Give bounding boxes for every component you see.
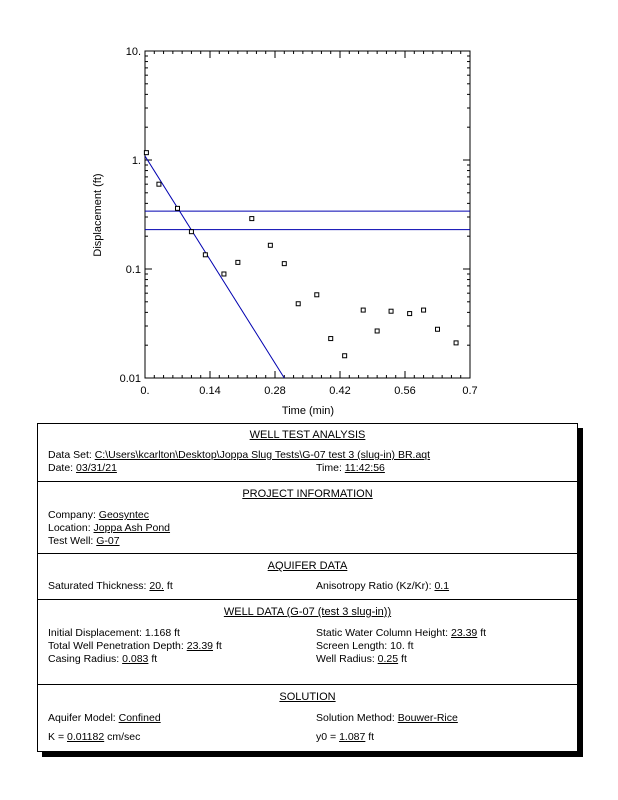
k-value: 0.01182 [67, 731, 105, 743]
location-label: Location: [48, 522, 91, 534]
company-label: Company: [48, 509, 96, 521]
k-unit: cm/sec [107, 731, 141, 743]
well-data-section [38, 599, 577, 685]
data-point [454, 341, 458, 345]
initial-displacement-label: Initial Displacement: [48, 627, 142, 639]
aquifer-model-label: Aquifer Model: [48, 712, 116, 724]
x-axis-label: Time (min) [281, 405, 335, 417]
time-label: Time: [316, 462, 342, 474]
y0-value: 1.087 [339, 731, 366, 743]
screen-length-label: Screen Length: [316, 640, 388, 652]
casing-radius-value: 0.083 [122, 653, 149, 665]
date-label: Date: [48, 462, 74, 474]
y-tick-label: 1. [131, 155, 141, 167]
data-point [250, 217, 254, 221]
saturated-thickness-value: 20. [149, 580, 164, 592]
y-tick-label: 10. [125, 46, 141, 58]
data-point [408, 312, 412, 316]
y-tick-label: 0.1 [125, 264, 141, 276]
test-well-label: Test Well: [48, 535, 94, 547]
data-point [315, 293, 319, 297]
test-well-value: G-07 [96, 535, 120, 547]
anisotropy-ratio-label: Anisotropy Ratio (Kz/Kr): [316, 580, 432, 592]
k-equals: = [57, 731, 65, 743]
data-point [222, 272, 226, 276]
aquifer-data-title: AQUIFER DATA [267, 560, 348, 572]
data-point [157, 182, 161, 186]
project-information-section [38, 481, 577, 554]
x-tick-label: 0.28 [264, 385, 286, 397]
data-point [343, 354, 347, 358]
y0-unit: ft [368, 731, 375, 743]
saturated-thickness-unit: ft [166, 580, 173, 592]
fit-line [145, 156, 284, 378]
penetration-depth-label: Total Well Penetration Depth: [48, 640, 184, 652]
data-point [389, 309, 393, 313]
data-point [296, 302, 300, 306]
data-set-label: Data Set: [48, 449, 92, 461]
data-point [236, 260, 240, 264]
data-point [268, 243, 272, 247]
data-set-value: C:\Users\kcarlton\Desktop\Joppa Slug Tests\G-07 test 3 (slug-in) BR.aqt [94, 449, 431, 461]
y-tick-label: 0.01 [119, 373, 141, 385]
well-test-analysis-title: WELL TEST ANALYSIS [249, 429, 366, 441]
screen-length-value: 10. ft [390, 640, 414, 652]
data-point [329, 337, 333, 341]
initial-displacement-value: 1.168 ft [144, 627, 180, 639]
casing-radius-label: Casing Radius: [48, 653, 120, 665]
static-water-column-unit: ft [480, 627, 487, 639]
company-value: Geosyntec [98, 509, 149, 521]
aquifer-model-value: Confined [118, 712, 161, 724]
penetration-depth-value: 23.39 [186, 640, 214, 652]
penetration-depth-unit: ft [215, 640, 222, 652]
k-label: K [48, 731, 56, 743]
data-point [189, 230, 193, 234]
well-radius-unit: ft [401, 653, 407, 665]
aquifer-data-section [38, 553, 577, 600]
time-value: 11:42:56 [344, 462, 385, 474]
data-point [422, 308, 426, 312]
x-tick-label: 0. [140, 385, 150, 397]
well-radius-label: Well Radius: [316, 653, 375, 665]
solution-method-label: Solution Method: [316, 712, 395, 724]
data-point [282, 262, 286, 266]
location-value: Joppa Ash Pond [93, 522, 171, 534]
data-point [203, 253, 207, 257]
report-panel [37, 423, 578, 752]
well-data-title: WELL DATA (G-07 (test 3 slug-in)) [223, 606, 392, 618]
data-point [436, 327, 440, 331]
x-tick-label: 0.14 [199, 385, 221, 397]
static-water-column-label: Static Water Column Height: [316, 627, 449, 639]
well-radius-value: 0.25 [377, 653, 399, 665]
data-point [144, 151, 148, 155]
y0-label: y0 = [316, 731, 337, 743]
x-tick-label: 0.42 [329, 385, 351, 397]
x-tick-label: 0.7 [462, 385, 478, 397]
project-information-title: PROJECT INFORMATION [242, 488, 373, 500]
data-point [361, 308, 365, 312]
solution-title: SOLUTION [279, 691, 336, 703]
anisotropy-ratio-value: 0.1 [434, 580, 450, 592]
casing-radius-unit: ft [151, 653, 158, 665]
solution-method-value: Bouwer-Rice [397, 712, 458, 724]
plot-frame [145, 51, 470, 378]
y-axis-label: Displacement (ft) [92, 173, 104, 257]
well-test-analysis-section [38, 424, 577, 481]
static-water-column-value: 23.39 [451, 627, 478, 639]
date-value: 03/31/21 [76, 462, 117, 474]
x-tick-label: 0.56 [394, 385, 416, 397]
saturated-thickness-label: Saturated Thickness: [48, 580, 147, 592]
data-point [176, 206, 180, 210]
solution-section [38, 684, 577, 752]
data-point [375, 329, 379, 333]
